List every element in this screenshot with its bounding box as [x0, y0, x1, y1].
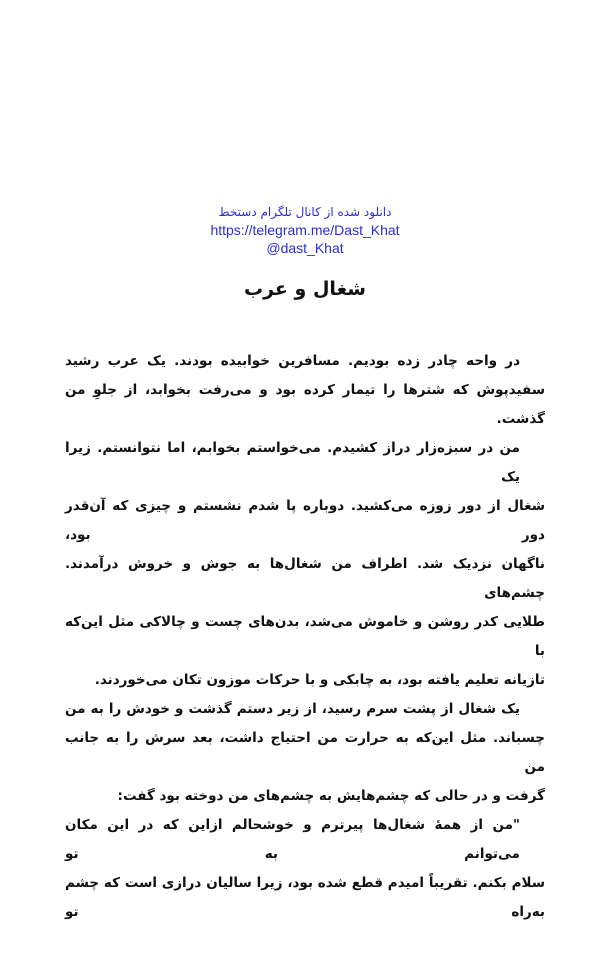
body-text — [65, 347, 545, 927]
watermark-url-link[interactable]: https://telegram.me/Dast_Khat — [210, 222, 400, 238]
body-line: تازیانه تعلیم یافته بود، به چابکی و با حرکات موزون تکان می‌خوردند. — [94, 672, 545, 688]
body-line: سلام بکنم. تقریباً امیدم قطع شده بود، زیرا سالیان درازی است که چشم به‌راه تو — [65, 875, 545, 920]
chapter-title: شغال و عرب — [244, 278, 366, 300]
body-line: من در سبزه‌زار دراز کشیدم. می‌خواستم بخوابم، اما نتوانستم. زیرا یک — [65, 440, 520, 485]
body-line: ناگهان نزدیک شد. اطراف من شغال‌ها به جوش و خروش درآمدند. چشم‌های — [65, 556, 545, 601]
body-line: سفیدپوش که شترها را تیمار کرده بود و می‌رفت بخوابد، از جلوِ من گذشت. — [65, 382, 545, 427]
body-line: در واحه چادر زده بودیم. مسافرین خوابیده بودند. یک عرب رشید — [65, 353, 520, 369]
watermark-handle: @dast_Khat — [266, 240, 344, 256]
body-line: شغال از دور زوزه می‌کشید. دوباره پا شدم نشستم و چیزی که آن‌قدر دور بود، — [65, 498, 545, 543]
body-line: "من از همهٔ شغال‌ها پیرترم و خوشحالم ازاین که در این مکان می‌توانم به تو — [65, 817, 520, 862]
watermark-channel-text: دانلود شده از کانال تلگرام دستخط — [218, 205, 392, 219]
body-line: یک شغال از پشت سرم رسید، از زیر دستم گذشت و خودش را به من — [65, 701, 520, 717]
body-line: چسباند. مثل این‌که به حرارت من احتیاج داشت، بعد سرش را به جانب من — [65, 730, 545, 775]
body-line: گرفت و در حالی که چشم‌هایش به چشم‌های من دوخته بود گفت: — [117, 788, 545, 804]
body-line: طلایی کدر روشن و خاموش می‌شد، بدن‌های چست و چالاکی مثل این‌که با — [65, 614, 545, 659]
